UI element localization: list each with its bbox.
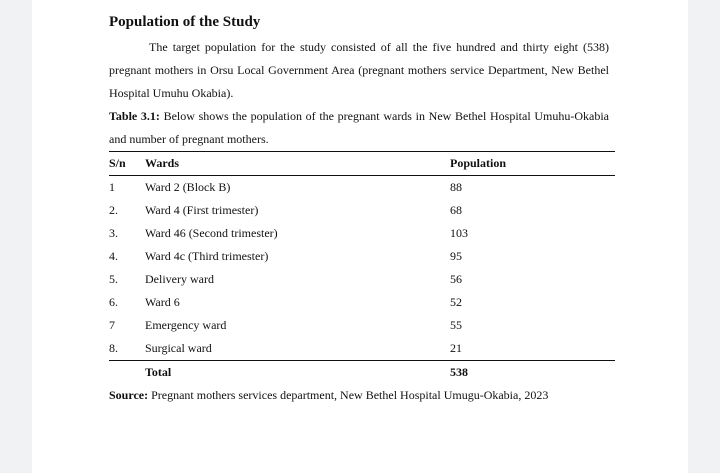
row-ward: Ward 4 (First trimester) — [145, 203, 259, 217]
row-sn: 3. — [109, 226, 118, 240]
intro-paragraph: The target population for the study consisted of all the five hundred and thirty eight (538) pregnant mothers in Orsu Local Government Area (pregnant mothers service Department, New Bethel Hospital Umuhu Okabia). — [109, 40, 609, 100]
row-population: 95 — [450, 249, 462, 263]
row-ward: Delivery ward — [145, 272, 214, 286]
row-population: 21 — [450, 341, 462, 355]
header-sn: S/n — [109, 156, 126, 170]
population-table — [109, 151, 615, 384]
row-ward: Emergency ward — [145, 318, 227, 332]
table-caption-label: Table 3.1: — [109, 109, 160, 123]
table-row — [109, 314, 615, 337]
row-sn: 4. — [109, 249, 118, 263]
total-label: Total — [145, 365, 172, 379]
row-population: 68 — [450, 203, 462, 217]
row-sn: 5. — [109, 272, 118, 286]
row-ward: Ward 2 (Block B) — [145, 180, 231, 194]
row-population: 55 — [450, 318, 462, 332]
header-population: Population — [450, 156, 507, 170]
source-note — [109, 384, 609, 407]
row-ward: Ward 6 — [145, 295, 180, 309]
table-row — [109, 268, 615, 291]
row-population: 88 — [450, 180, 462, 194]
total-value: 538 — [450, 365, 468, 379]
row-sn: 8. — [109, 341, 118, 355]
table-row — [109, 199, 615, 222]
table-caption-text: Below shows the population of the pregnant wards in New Bethel Hospital Umuhu-Okabia and number of pregnant mothers. — [109, 109, 610, 146]
source-text: Pregnant mothers services department, New Bethel Hospital Umugu-Okabia, 2023 — [148, 388, 549, 402]
document-page — [32, 0, 688, 473]
row-ward: Surgical ward — [145, 341, 212, 355]
row-sn: 2. — [109, 203, 118, 217]
section-title: Population of the Study — [109, 14, 261, 30]
table-header-row — [109, 152, 615, 176]
table-row — [109, 222, 615, 245]
table-total-row — [109, 361, 615, 385]
row-population: 103 — [450, 226, 468, 240]
row-ward: Ward 4c (Third trimester) — [145, 249, 269, 263]
header-wards: Wards — [145, 156, 180, 170]
source-label: Source: — [109, 388, 149, 402]
row-ward: Ward 46 (Second trimester) — [145, 226, 278, 240]
row-population: 52 — [450, 295, 462, 309]
row-sn: 6. — [109, 295, 118, 309]
table-caption — [109, 105, 609, 151]
row-sn: 1 — [109, 180, 115, 194]
row-sn: 7 — [109, 318, 115, 332]
table-row — [109, 291, 615, 314]
row-population: 56 — [450, 272, 462, 286]
table-row — [109, 337, 615, 361]
document-content — [109, 12, 609, 407]
table-row — [109, 245, 615, 268]
table-row — [109, 176, 615, 200]
total-sn — [109, 361, 145, 385]
